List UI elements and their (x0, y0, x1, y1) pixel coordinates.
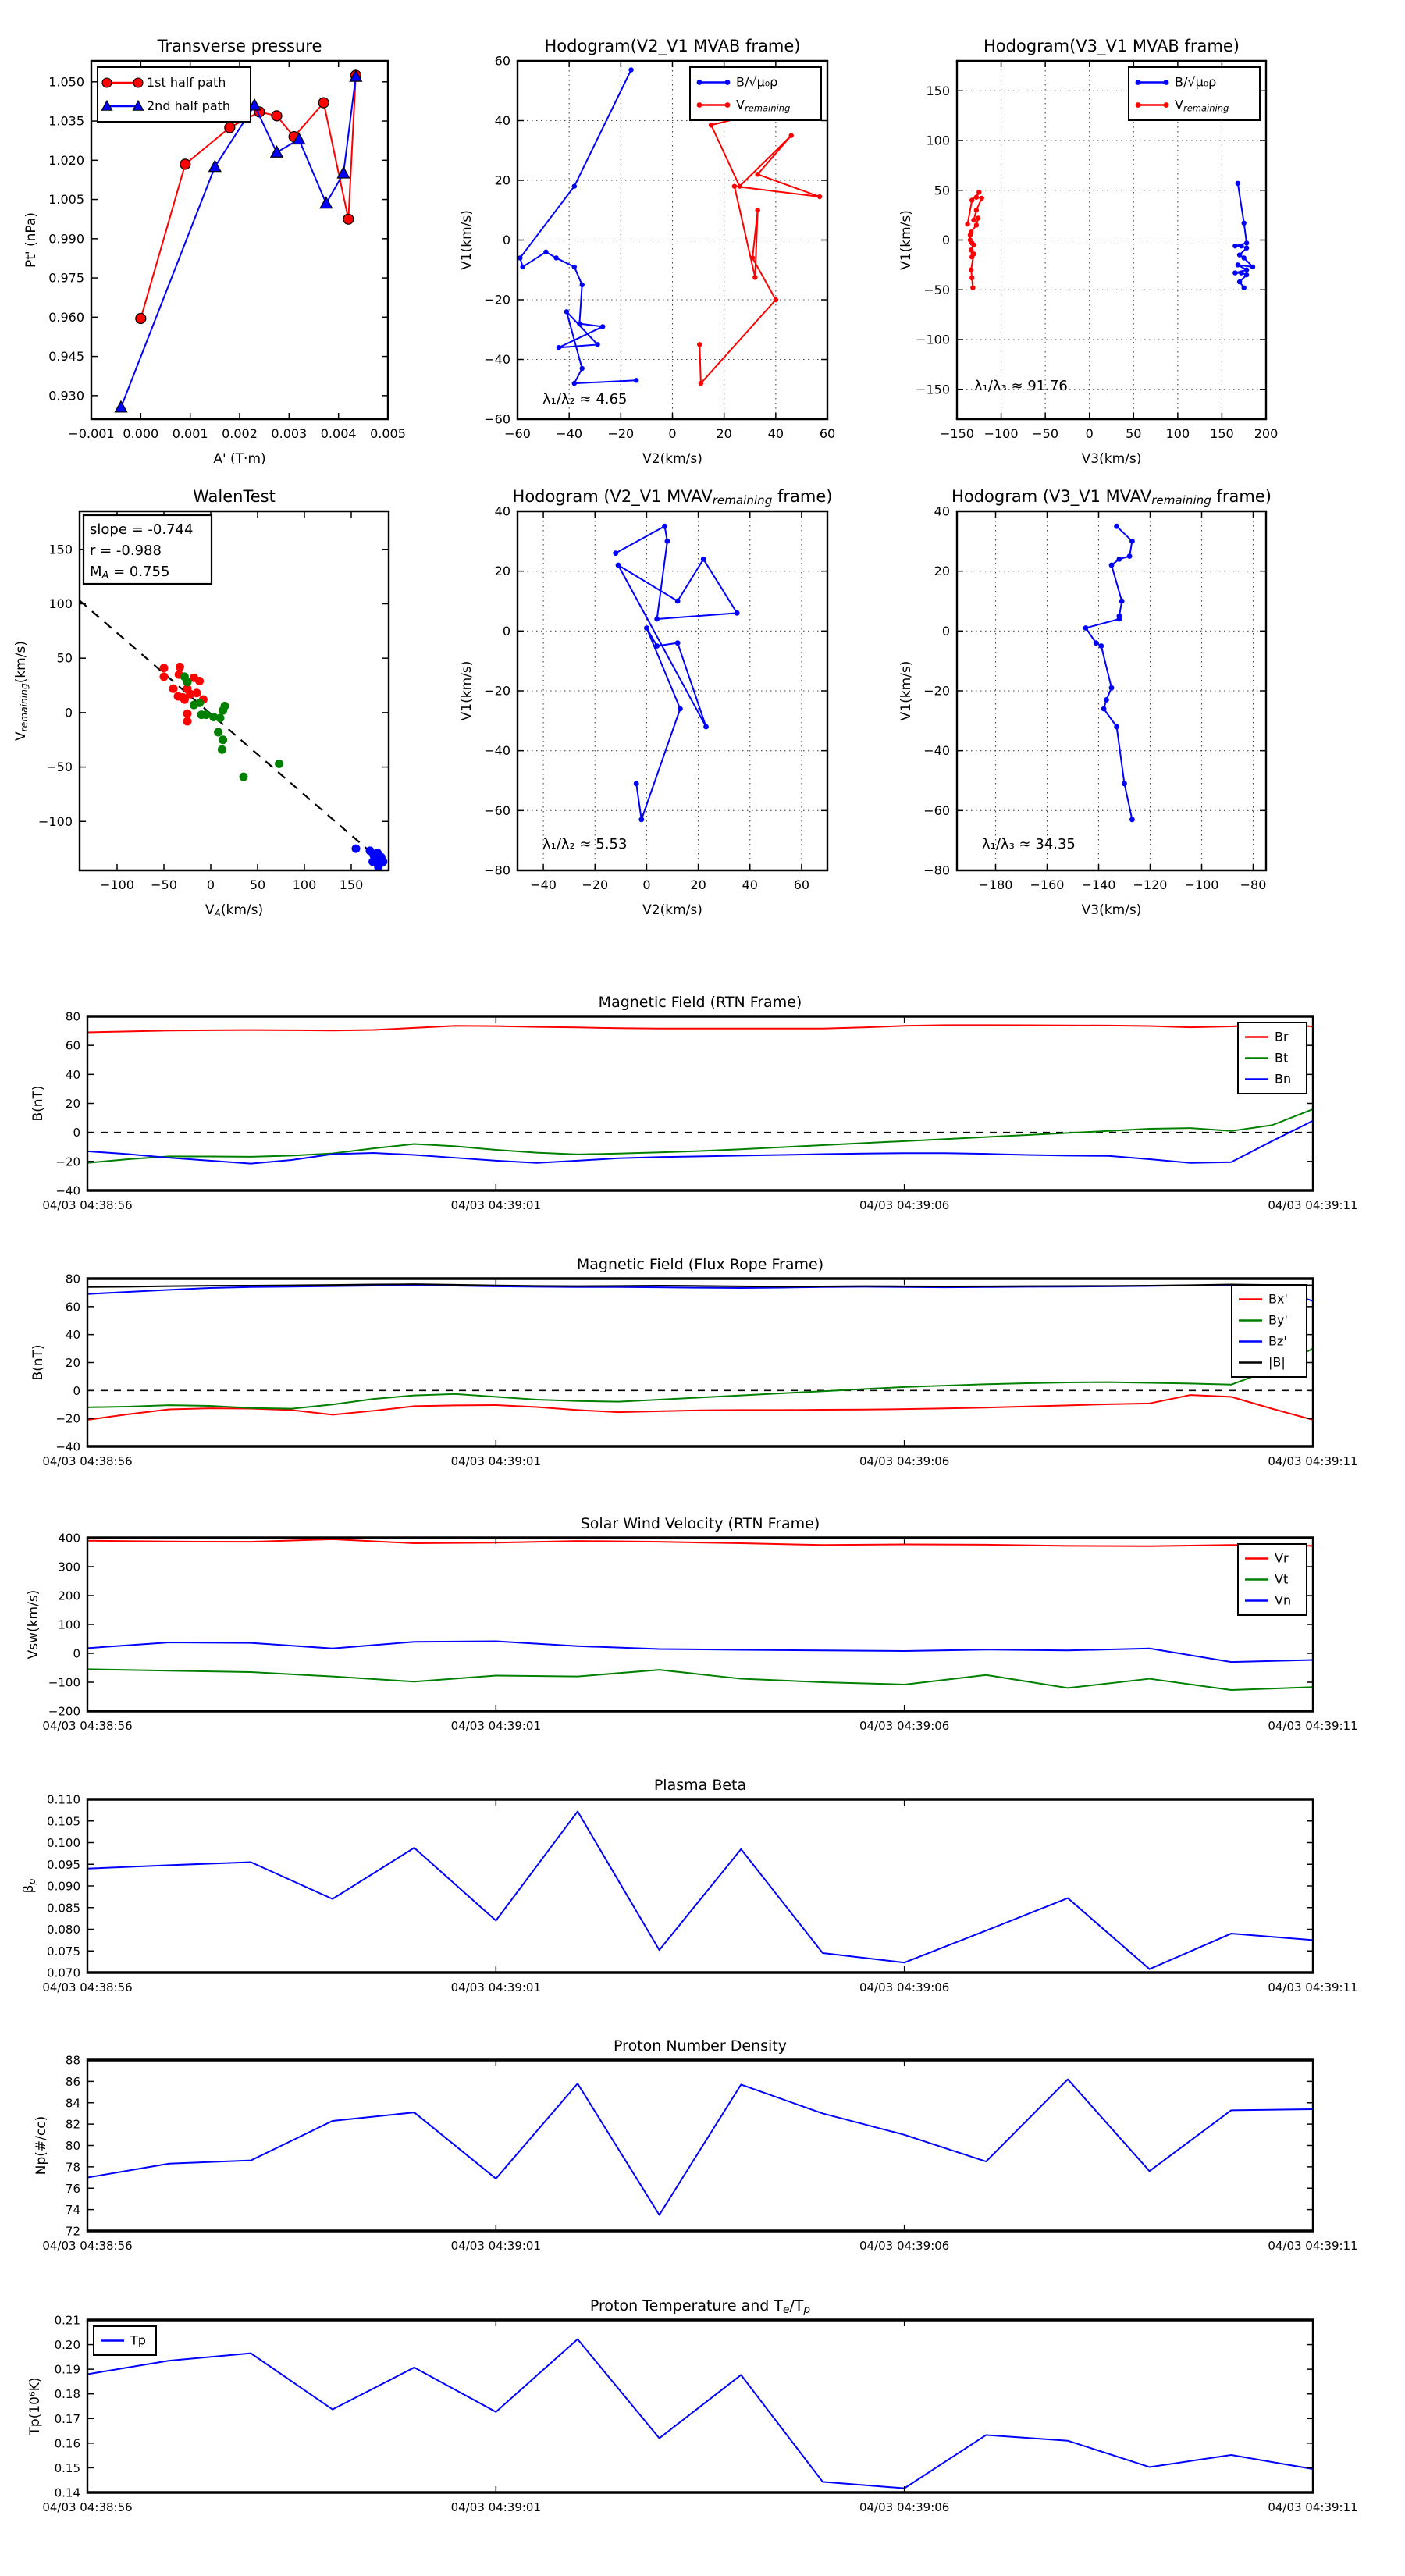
svg-text:76: 76 (65, 2181, 80, 2196)
series-Vr (87, 1539, 1313, 1546)
svg-text:60: 60 (819, 426, 836, 441)
svg-text:−80: −80 (1240, 877, 1267, 892)
svg-text:100: 100 (58, 1617, 80, 1632)
svg-text:−60: −60 (484, 802, 510, 818)
svg-text:1.035: 1.035 (48, 113, 84, 129)
svg-text:−60: −60 (484, 411, 510, 427)
svg-text:0.17: 0.17 (54, 2411, 80, 2426)
svg-text:0: 0 (642, 877, 651, 892)
axes-spines (87, 1799, 1314, 1973)
svg-text:−100: −100 (38, 813, 73, 829)
annotation: λ₁/λ₃ ≈ 34.35 (982, 836, 1076, 852)
legend-label: Vremaining (736, 97, 791, 114)
svg-text:−40: −40 (484, 352, 510, 367)
svg-text:50: 50 (1126, 426, 1142, 441)
series-Bz' (87, 1285, 1313, 1301)
series-B/sqrt(mu0 rho) (1083, 524, 1135, 822)
y-axis (48, 74, 388, 403)
y-axis-label: Pt' (nPa) (23, 212, 39, 268)
svg-text:−80: −80 (923, 863, 950, 878)
legend-label: Vremaining (1175, 97, 1229, 114)
x-axis-label: VA(km/s) (205, 902, 264, 919)
y-axis (55, 2314, 1313, 2500)
svg-text:200: 200 (58, 1589, 80, 1603)
svg-text:−150: −150 (940, 426, 974, 441)
svg-text:−40: −40 (556, 426, 583, 441)
legend-label: Bz' (1268, 1333, 1287, 1349)
svg-text:0: 0 (206, 877, 215, 892)
chart-plasma-beta (21, 1777, 1358, 1994)
x-axis (42, 2060, 1357, 2253)
series-Bn (87, 1121, 1313, 1164)
legend (1238, 1544, 1307, 1615)
legend (690, 67, 821, 120)
svg-text:−100: −100 (100, 877, 134, 892)
svg-text:100: 100 (926, 133, 950, 148)
svg-text:40: 40 (934, 503, 950, 519)
chart-title: Magnetic Field (RTN Frame) (598, 994, 802, 1011)
svg-text:0: 0 (941, 623, 950, 639)
svg-text:150: 150 (48, 542, 73, 557)
svg-text:60: 60 (65, 1300, 80, 1315)
y-axis-label: βp (21, 1878, 37, 1894)
svg-text:100: 100 (1165, 426, 1190, 441)
series-Vt (87, 1669, 1313, 1690)
svg-text:20: 20 (494, 564, 510, 579)
svg-text:0.960: 0.960 (48, 309, 84, 325)
y-axis (48, 1532, 1313, 1719)
svg-text:0.090: 0.090 (47, 1879, 80, 1894)
chart-title: Proton Number Density (614, 2037, 787, 2055)
chart-b-rtn (30, 994, 1358, 1212)
chart-title: Hodogram (V3_V1 MVAVremaining frame) (951, 487, 1272, 508)
chart-title: Hodogram(V2_V1 MVAB frame) (544, 37, 801, 55)
axes-spines (87, 2060, 1314, 2231)
svg-text:50: 50 (934, 183, 950, 198)
svg-text:50: 50 (249, 877, 266, 892)
svg-text:−20: −20 (923, 683, 950, 699)
legend-label: 2nd half path (147, 98, 231, 113)
svg-text:−20: −20 (582, 877, 609, 892)
svg-text:−40: −40 (923, 743, 950, 759)
svg-text:04/03 04:39:01: 04/03 04:39:01 (450, 2500, 542, 2514)
legend (94, 2326, 156, 2355)
legend (1129, 67, 1260, 120)
series-Tp (87, 2339, 1313, 2489)
series-fit line (80, 600, 387, 866)
legend (1238, 1023, 1307, 1094)
annotation: λ₁/λ₃ ≈ 91.76 (974, 378, 1068, 394)
svg-text:04/03 04:38:56: 04/03 04:38:56 (42, 1980, 133, 1994)
svg-text:0: 0 (502, 623, 510, 639)
svg-text:04/03 04:38:56: 04/03 04:38:56 (42, 1454, 133, 1468)
legend-label: B/√μ₀ρ (1175, 74, 1217, 90)
svg-text:0.15: 0.15 (54, 2460, 80, 2475)
svg-text:04/03 04:38:56: 04/03 04:38:56 (42, 2239, 133, 2253)
svg-text:−40: −40 (55, 1183, 80, 1198)
series-second half (352, 845, 388, 872)
svg-text:78: 78 (65, 2160, 80, 2175)
svg-text:−140: −140 (1081, 877, 1116, 892)
svg-text:04/03 04:39:11: 04/03 04:39:11 (1268, 2500, 1358, 2514)
x-axis (42, 1279, 1357, 1468)
y-axis (47, 1793, 1313, 1980)
svg-text:−50: −50 (151, 877, 177, 892)
y-axis-label: V1(km/s) (898, 210, 914, 270)
svg-text:04/03 04:39:06: 04/03 04:39:06 (859, 2239, 950, 2253)
svg-text:74: 74 (65, 2203, 80, 2218)
svg-text:20: 20 (716, 426, 732, 441)
svg-text:−100: −100 (984, 426, 1019, 441)
y-axis-label: V1(km/s) (459, 210, 475, 270)
legend-label: |B| (1268, 1354, 1286, 1370)
x-axis (42, 1538, 1357, 1733)
svg-text:1.005: 1.005 (48, 192, 84, 208)
svg-text:150: 150 (339, 877, 364, 892)
svg-text:40: 40 (767, 426, 784, 441)
svg-text:100: 100 (292, 877, 317, 892)
svg-text:04/03 04:39:11: 04/03 04:39:11 (1268, 2239, 1358, 2253)
svg-text:0.945: 0.945 (48, 349, 84, 365)
svg-text:20: 20 (934, 564, 950, 579)
y-axis-label: Np(#/cc) (34, 2115, 49, 2176)
svg-text:04/03 04:39:11: 04/03 04:39:11 (1268, 1454, 1358, 1468)
y-axis (55, 1010, 1313, 1198)
svg-text:−80: −80 (484, 863, 510, 878)
svg-text:0.075: 0.075 (47, 1944, 80, 1959)
svg-text:0.003: 0.003 (271, 426, 308, 441)
chart-vsw-rtn (26, 1515, 1358, 1733)
svg-text:80: 80 (65, 1009, 80, 1024)
svg-text:04/03 04:39:11: 04/03 04:39:11 (1268, 1980, 1358, 1994)
svg-text:−20: −20 (55, 1411, 80, 1426)
svg-text:84: 84 (65, 2096, 80, 2111)
svg-text:−60: −60 (504, 426, 531, 441)
svg-text:−100: −100 (1184, 877, 1219, 892)
svg-text:04/03 04:38:56: 04/03 04:38:56 (42, 2500, 133, 2514)
chart-hodogram-v2v1-mvav (459, 487, 832, 918)
svg-text:−40: −40 (55, 1439, 80, 1454)
svg-text:04/03 04:38:56: 04/03 04:38:56 (42, 1198, 133, 1212)
legend (98, 67, 251, 122)
svg-text:300: 300 (58, 1560, 80, 1574)
legend-label: Bx' (1268, 1291, 1288, 1307)
legend-label: Vt (1275, 1571, 1289, 1587)
svg-text:72: 72 (65, 2224, 80, 2239)
svg-text:04/03 04:39:11: 04/03 04:39:11 (1268, 1198, 1358, 1212)
svg-text:0.21: 0.21 (54, 2313, 80, 2328)
chart-transverse-pressure (23, 37, 406, 467)
chart-proton-density (34, 2037, 1358, 2253)
svg-text:40: 40 (65, 1067, 80, 1082)
chart-title: Transverse pressure (157, 37, 322, 55)
series-Bx' (87, 1395, 1313, 1420)
svg-text:−150: −150 (916, 382, 950, 397)
svg-text:0.14: 0.14 (54, 2485, 80, 2500)
svg-text:−180: −180 (978, 877, 1013, 892)
y-axis (55, 1272, 1313, 1454)
svg-text:80: 80 (65, 2139, 80, 2153)
axes-spines (87, 1538, 1314, 1711)
chart-title: WalenTest (193, 487, 276, 506)
svg-text:0.095: 0.095 (47, 1857, 80, 1872)
svg-text:0.975: 0.975 (48, 270, 84, 286)
axes-spines (87, 1279, 1314, 1446)
y-axis-label: Vsw(km/s) (26, 1589, 41, 1660)
svg-text:82: 82 (65, 2117, 80, 2132)
svg-text:1.050: 1.050 (48, 74, 84, 90)
svg-text:04/03 04:39:11: 04/03 04:39:11 (1268, 1719, 1358, 1733)
svg-text:−20: −20 (55, 1155, 80, 1169)
legend-label: Bt (1275, 1050, 1289, 1066)
series-B/sqrt(mu0 rho) (1232, 181, 1255, 290)
stats-line: r = -0.988 (90, 543, 162, 559)
svg-text:0: 0 (73, 1126, 80, 1140)
svg-text:04/03 04:39:06: 04/03 04:39:06 (859, 2500, 950, 2514)
legend-label: Vn (1275, 1592, 1292, 1608)
svg-text:04/03 04:39:06: 04/03 04:39:06 (859, 1454, 950, 1468)
svg-text:04/03 04:39:01: 04/03 04:39:01 (450, 1719, 542, 1733)
chart-hodogram-v3v1-mvav (898, 487, 1272, 918)
legend-label: Vr (1275, 1550, 1289, 1566)
svg-text:0.110: 0.110 (47, 1792, 80, 1807)
y-axis-label: B(nT) (30, 1344, 46, 1381)
svg-text:−100: −100 (916, 332, 950, 347)
svg-text:0: 0 (73, 1646, 80, 1661)
svg-text:−160: −160 (1030, 877, 1065, 892)
svg-text:0.19: 0.19 (54, 2362, 80, 2377)
svg-text:60: 60 (494, 53, 510, 69)
svg-text:40: 40 (742, 877, 758, 892)
svg-text:−50: −50 (46, 760, 73, 775)
series-Br (87, 1025, 1313, 1033)
chart-proton-temperature (27, 2297, 1358, 2514)
y-axis-label: B(nT) (30, 1085, 46, 1122)
svg-text:−100: −100 (48, 1675, 80, 1690)
svg-text:0.990: 0.990 (48, 231, 84, 247)
series-V remaining (697, 112, 822, 386)
x-axis (979, 511, 1267, 892)
svg-text:−60: −60 (923, 802, 950, 818)
svg-text:200: 200 (1254, 426, 1279, 441)
stats-line: MA = 0.755 (90, 564, 170, 582)
x-axis (42, 1016, 1357, 1212)
svg-text:0.930: 0.930 (48, 388, 84, 404)
chart-walen-test (13, 487, 389, 919)
stats-line: slope = -0.744 (90, 521, 194, 538)
y-axis (38, 542, 389, 828)
chart-title: Plasma Beta (653, 1777, 747, 1794)
y-axis-label: Tp(10⁶K) (27, 2377, 43, 2435)
svg-text:20: 20 (65, 1356, 80, 1370)
svg-text:0.080: 0.080 (47, 1923, 80, 1937)
legend-label: Br (1275, 1029, 1289, 1044)
y-axis-label: V1(km/s) (459, 660, 475, 721)
chart-hodogram-v2v1-mvab (459, 37, 835, 467)
svg-text:04/03 04:39:01: 04/03 04:39:01 (450, 1980, 542, 1994)
svg-text:60: 60 (65, 1038, 80, 1053)
legend-label: Bn (1275, 1071, 1292, 1087)
svg-text:40: 40 (65, 1328, 80, 1343)
svg-text:−20: −20 (484, 292, 510, 308)
svg-text:0.18: 0.18 (54, 2387, 80, 2402)
legend-label: Tp (130, 2332, 146, 2348)
svg-text:04/03 04:39:01: 04/03 04:39:01 (450, 1198, 542, 1212)
series-Np (87, 2080, 1313, 2215)
chart-hodogram-v3v1-mvab (898, 37, 1278, 467)
series-Bt (87, 1109, 1313, 1163)
legend-label: 1st half path (147, 75, 226, 90)
svg-text:0.001: 0.001 (172, 426, 208, 441)
stats-box (84, 515, 212, 584)
x-axis-label: A' (T·m) (213, 451, 266, 467)
svg-text:04/03 04:39:06: 04/03 04:39:06 (859, 1980, 950, 1994)
svg-text:0: 0 (1085, 426, 1094, 441)
svg-text:80: 80 (65, 1272, 80, 1286)
svg-text:0: 0 (64, 705, 73, 720)
chart-title: Magnetic Field (Flux Rope Frame) (576, 1256, 824, 1273)
svg-text:40: 40 (494, 503, 510, 519)
svg-text:04/03 04:39:06: 04/03 04:39:06 (859, 1719, 950, 1733)
svg-text:0.100: 0.100 (47, 1836, 80, 1850)
svg-text:04/03 04:39:06: 04/03 04:39:06 (859, 1198, 950, 1212)
legend-label: By' (1268, 1312, 1288, 1328)
svg-text:20: 20 (65, 1097, 80, 1111)
svg-text:0.105: 0.105 (47, 1814, 80, 1829)
svg-text:86: 86 (65, 2074, 80, 2089)
svg-text:0.20: 0.20 (54, 2338, 80, 2353)
svg-text:0: 0 (941, 233, 950, 247)
series-B/sqrt(mu0 rho) (613, 524, 739, 822)
x-axis (530, 511, 809, 892)
chart-title: Hodogram(V3_V1 MVAB frame) (984, 37, 1240, 55)
svg-text:40: 40 (494, 113, 510, 128)
chart-title: Proton Temperature and Te/Tp (589, 2297, 811, 2317)
svg-text:50: 50 (56, 650, 73, 666)
svg-text:400: 400 (58, 1531, 80, 1546)
svg-text:1.020: 1.020 (48, 152, 84, 168)
svg-text:−200: −200 (48, 1704, 80, 1719)
x-axis-label: V3(km/s) (1081, 902, 1142, 918)
y-axis-label: V1(km/s) (898, 660, 914, 721)
svg-text:0.005: 0.005 (370, 426, 406, 441)
svg-text:0.004: 0.004 (320, 426, 357, 441)
svg-text:88: 88 (65, 2053, 80, 2068)
series-Vn (87, 1641, 1313, 1662)
svg-text:0.085: 0.085 (47, 1901, 80, 1916)
x-axis-label: V3(km/s) (1081, 451, 1142, 467)
x-axis (42, 2320, 1357, 2514)
chart-title: Hodogram (V2_V1 MVAVremaining frame) (512, 487, 833, 508)
x-axis (42, 1799, 1357, 1994)
svg-text:−50: −50 (1032, 426, 1059, 441)
axes-spines (87, 1016, 1314, 1190)
chart-b-fluxrope (30, 1256, 1358, 1468)
svg-text:100: 100 (48, 596, 73, 611)
series-middle (180, 672, 283, 781)
series-beta p (87, 1812, 1313, 1969)
y-axis (66, 2054, 1313, 2239)
svg-text:−20: −20 (484, 683, 510, 699)
x-axis-label: V2(km/s) (642, 451, 702, 467)
series-By' (87, 1349, 1313, 1409)
svg-text:0.16: 0.16 (54, 2436, 80, 2451)
svg-text:0.000: 0.000 (123, 426, 159, 441)
svg-text:60: 60 (793, 877, 810, 892)
svg-text:0.070: 0.070 (47, 1966, 80, 1980)
chart-title: Solar Wind Velocity (RTN Frame) (580, 1515, 820, 1532)
svg-text:−40: −40 (530, 877, 557, 892)
annotation: λ₁/λ₂ ≈ 5.53 (542, 836, 628, 852)
x-axis-label: V2(km/s) (642, 902, 702, 918)
svg-text:0: 0 (73, 1383, 80, 1398)
legend-label: B/√μ₀ρ (736, 74, 778, 90)
svg-text:−20: −20 (607, 426, 635, 441)
svg-text:20: 20 (494, 173, 510, 188)
annotation: λ₁/λ₂ ≈ 4.65 (542, 391, 628, 407)
y-axis-label: Vremaining(km/s) (13, 641, 30, 741)
svg-text:04/03 04:39:01: 04/03 04:39:01 (450, 1454, 542, 1468)
svg-text:−50: −50 (923, 282, 950, 297)
legend (1232, 1285, 1307, 1377)
svg-text:150: 150 (926, 83, 950, 98)
svg-text:−0.001: −0.001 (68, 426, 115, 441)
svg-text:−120: −120 (1133, 877, 1168, 892)
svg-text:0: 0 (668, 426, 677, 441)
svg-text:04/03 04:38:56: 04/03 04:38:56 (42, 1719, 133, 1733)
svg-text:0.002: 0.002 (222, 426, 258, 441)
svg-text:0: 0 (502, 233, 510, 247)
svg-text:−40: −40 (484, 743, 510, 759)
svg-text:04/03 04:39:01: 04/03 04:39:01 (450, 2239, 542, 2253)
svg-text:150: 150 (1210, 426, 1234, 441)
svg-text:20: 20 (690, 877, 706, 892)
